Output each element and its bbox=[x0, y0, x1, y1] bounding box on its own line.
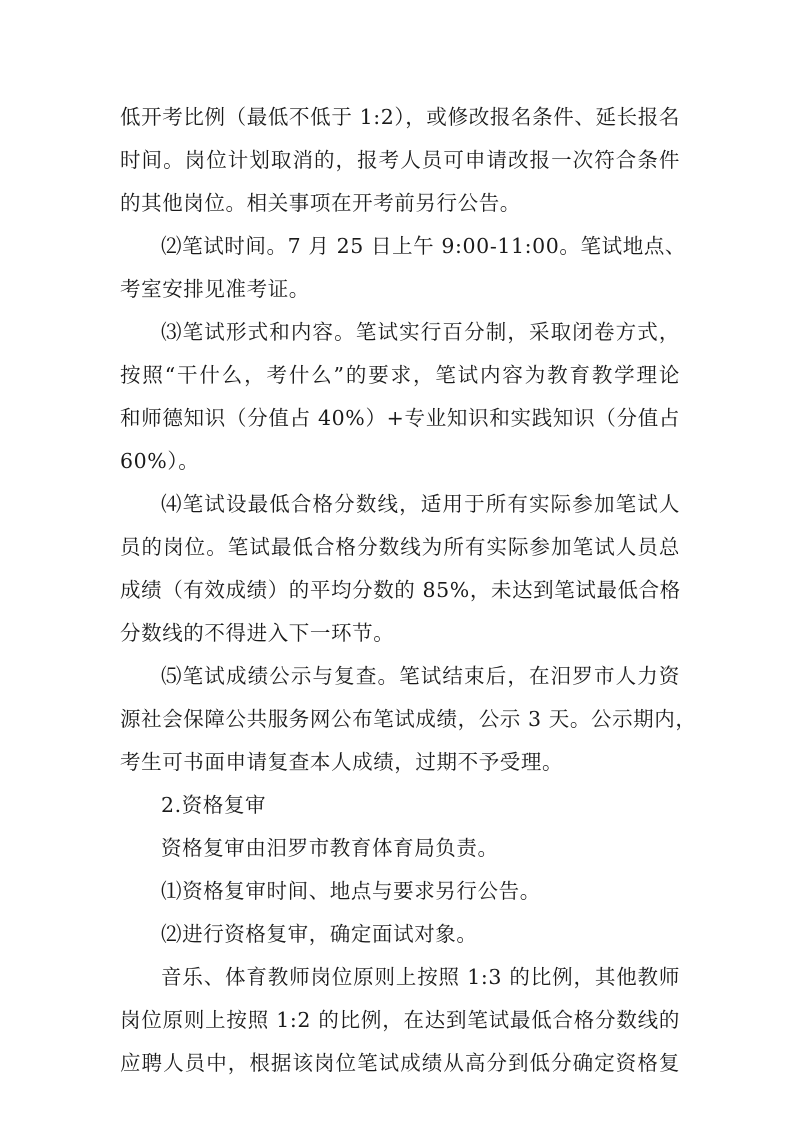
body-text-line: ⑷笔试设最低合格分数线，适用于所有实际参加笔试人 bbox=[161, 492, 680, 516]
body-text-line: 音乐、体育教师岗位原则上按照 1:3 的比例，其他教师 bbox=[161, 965, 680, 989]
body-text-line: 岗位原则上按照 1:2 的比例，在达到笔试最低合格分数线的 bbox=[120, 1008, 680, 1032]
section-heading: 2.资格复审 bbox=[161, 793, 267, 817]
body-text-line: ⑴资格复审时间、地点与要求另行公告。 bbox=[161, 879, 541, 903]
body-text-line: 时间。岗位计划取消的，报考人员可申请改报一次符合条件 bbox=[120, 148, 680, 172]
body-text-line: 考室安排见准考证。 bbox=[120, 277, 310, 301]
body-text-line: ⑵笔试时间。7 月 25 日上午 9:00-11:00。笔试地点、 bbox=[161, 234, 687, 258]
body-text-line: 资格复审由汨罗市教育体育局负责。 bbox=[161, 836, 499, 860]
body-text-line: 的其他岗位。相关事项在开考前另行公告。 bbox=[120, 191, 521, 215]
body-text-line: 员的岗位。笔试最低合格分数线为所有实际参加笔试人员总 bbox=[120, 535, 680, 559]
body-text-line: 60%）。 bbox=[120, 449, 200, 473]
body-text-line: 低开考比例（最低不低于 1:2），或修改报名条件、延长报名 bbox=[120, 105, 680, 129]
body-text-line: 考生可书面申请复查本人成绩，过期不予受理。 bbox=[120, 750, 564, 774]
body-text-line: 应聘人员中，根据该岗位笔试成绩从高分到低分确定资格复 bbox=[120, 1051, 680, 1075]
body-text-line: 分数线的不得进入下一环节。 bbox=[120, 621, 395, 645]
body-text-line: ⑶笔试形式和内容。笔试实行百分制，采取闭卷方式， bbox=[161, 320, 680, 344]
body-text-line: 和师德知识（分值占 40%）+专业知识和实践知识（分值占 bbox=[120, 406, 680, 430]
body-text-line: 源社会保障公共服务网公布笔试成绩，公示 3 天。公示期内， bbox=[120, 707, 697, 731]
body-text-line: 成绩（有效成绩）的平均分数的 85%，未达到笔试最低合格 bbox=[120, 578, 681, 602]
body-text-line: 按照“干什么，考什么”的要求，笔试内容为教育教学理论 bbox=[120, 363, 680, 387]
body-text-line: ⑵进行资格复审，确定面试对象。 bbox=[161, 922, 478, 946]
body-text-line: ⑸笔试成绩公示与复查。笔试结束后，在汨罗市人力资 bbox=[161, 664, 680, 688]
